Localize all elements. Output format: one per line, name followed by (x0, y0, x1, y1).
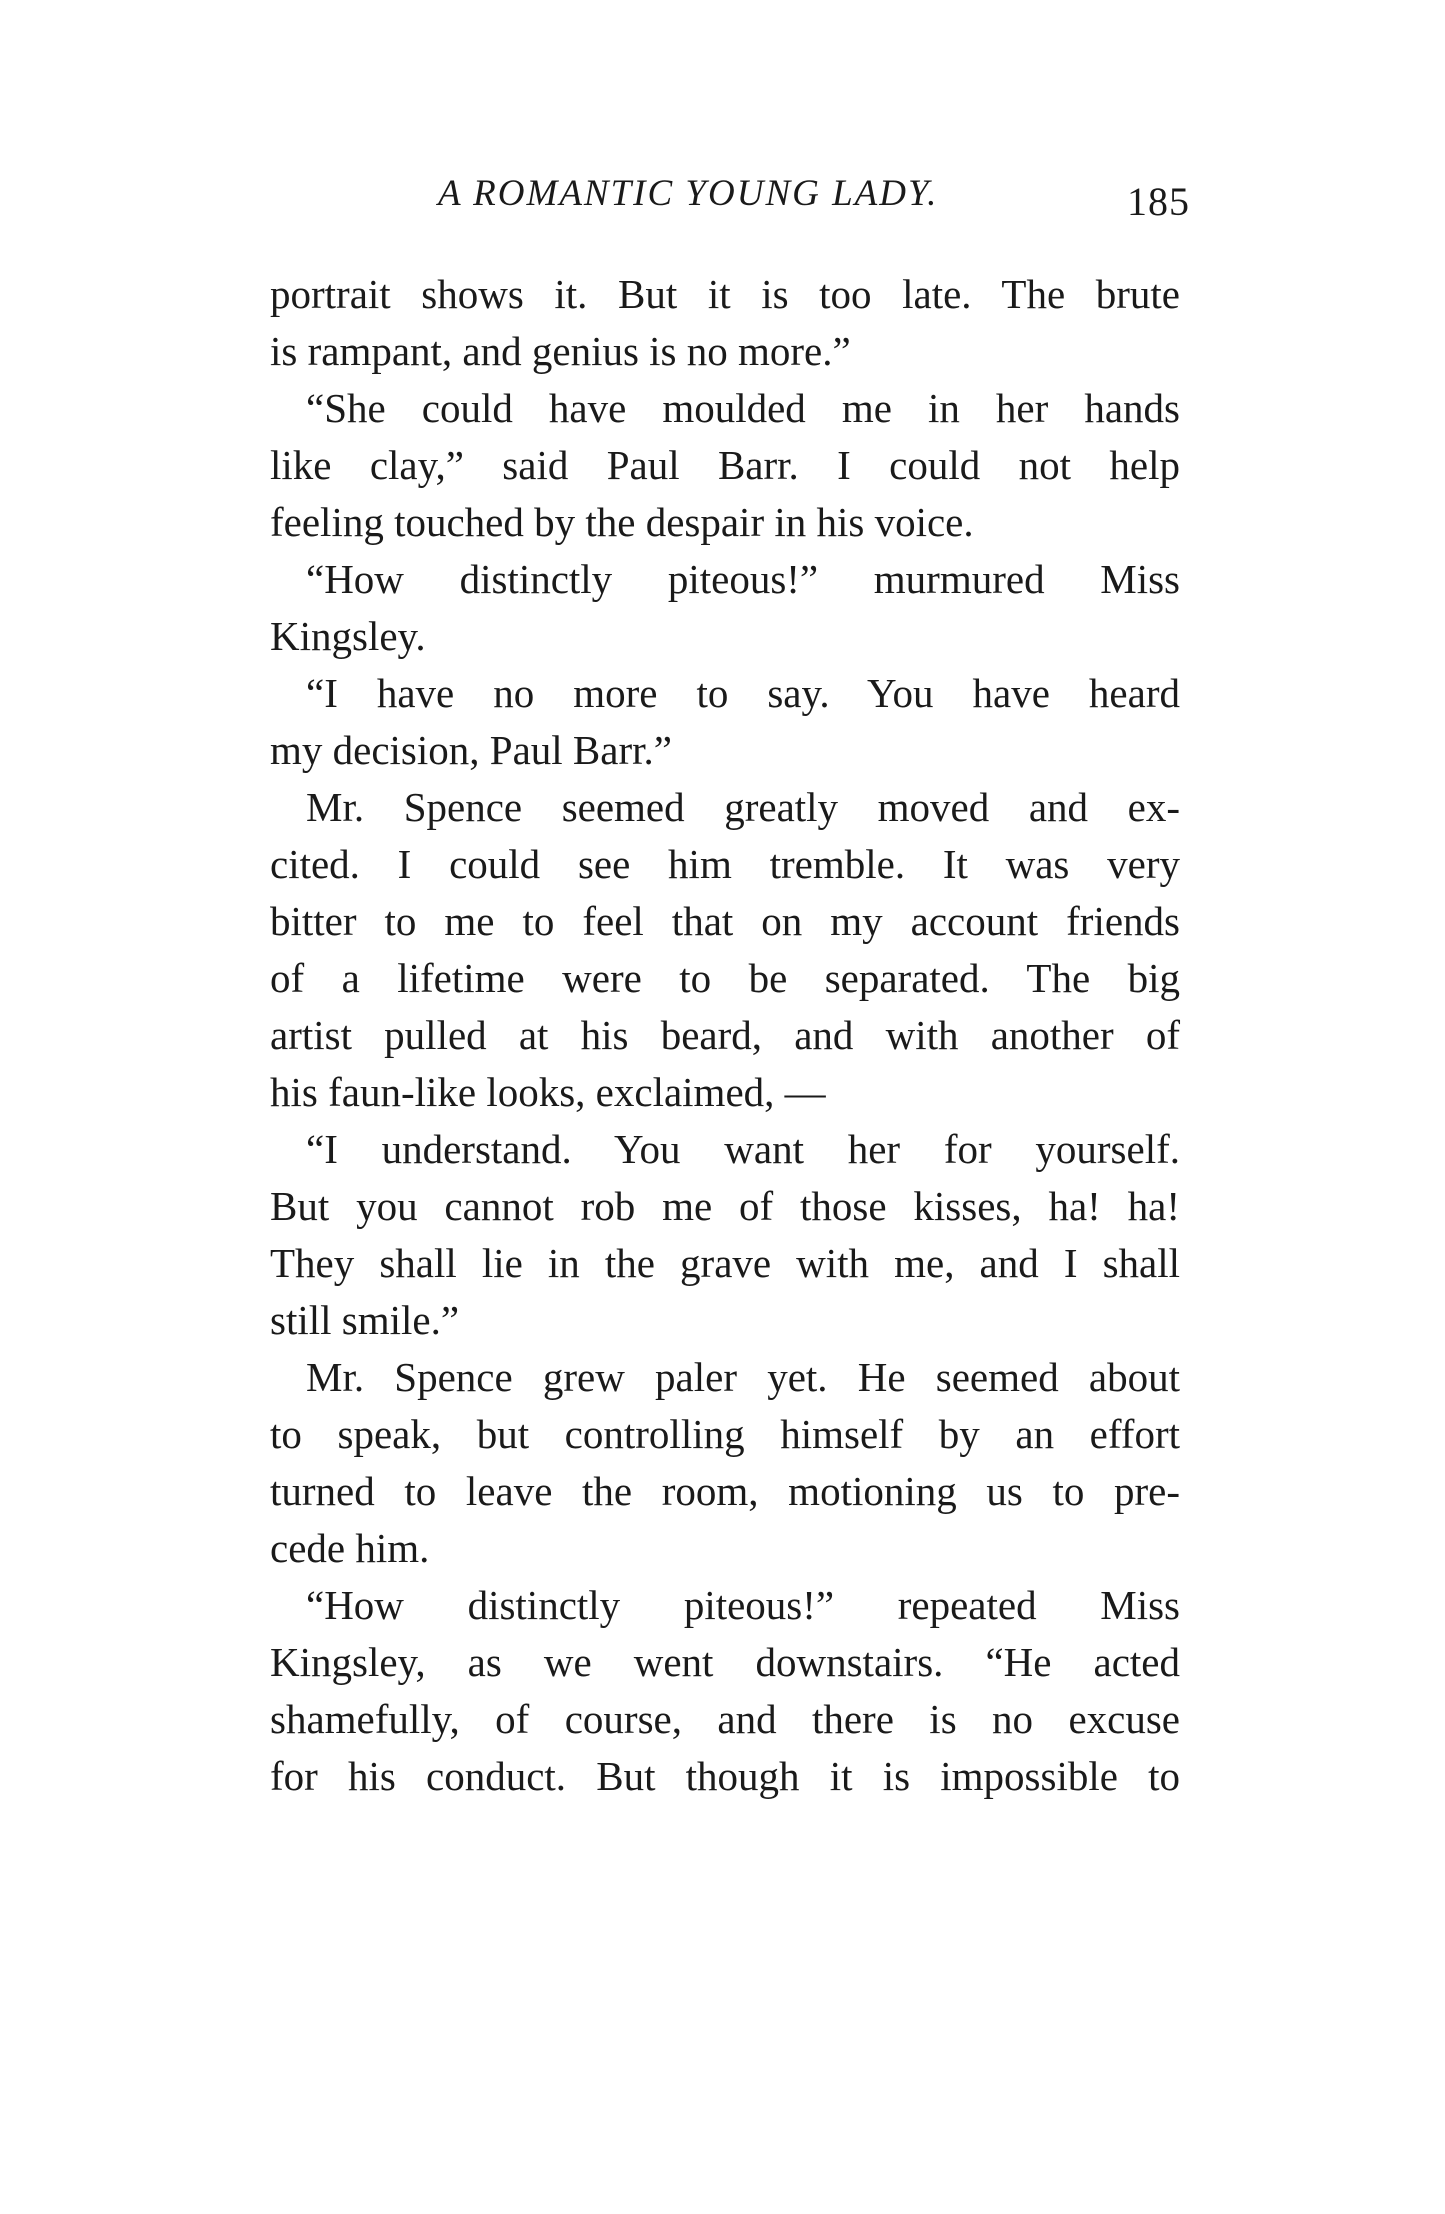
text-line: Kingsley, as we went downstairs. “He acted (270, 1639, 1180, 1685)
text-line: his faun-like looks, exclaimed, — (270, 1069, 826, 1115)
text-line: like clay,” said Paul Barr. I could not help (270, 442, 1180, 488)
text-line: for his conduct. But though it is impossible to (270, 1753, 1180, 1799)
text-line: Mr. Spence seemed greatly moved and ex- (306, 784, 1180, 830)
text-line: is rampant, and genius is no more.” (270, 328, 851, 374)
text-line: They shall lie in the grave with me, and I shall (270, 1240, 1180, 1286)
text-line: “How distinctly piteous!” repeated Miss (306, 1582, 1180, 1628)
text-line: “I understand. You want her for yourself. (306, 1126, 1180, 1172)
text-line: bitter to me to feel that on my account friends (270, 898, 1180, 944)
text-line: artist pulled at his beard, and with another of (270, 1012, 1180, 1058)
text-line: cited. I could see him tremble. It was very (270, 841, 1180, 887)
running-head (270, 172, 1190, 222)
text-line: “I have no more to say. You have heard (306, 670, 1180, 716)
text-line: still smile.” (270, 1297, 460, 1343)
text-line: Kingsley. (270, 613, 426, 659)
running-title: A ROMANTIC YOUNG LADY. (438, 173, 939, 214)
text-line: “How distinctly piteous!” murmured Miss (306, 556, 1180, 602)
text-line: “She could have moulded me in her hands (306, 385, 1180, 431)
text-line: feeling touched by the despair in his voice. (270, 499, 974, 545)
text-line: shamefully, of course, and there is no excuse (270, 1696, 1180, 1742)
text-line: cede him. (270, 1525, 430, 1571)
text-line: to speak, but controlling himself by an effort (270, 1411, 1180, 1457)
text-line: turned to leave the room, motioning us to pre- (270, 1468, 1180, 1514)
text-line: Mr. Spence grew paler yet. He seemed about (306, 1354, 1180, 1400)
text-line: of a lifetime were to be separated. The big (270, 955, 1180, 1001)
text-line: But you cannot rob me of those kisses, ha! ha! (270, 1183, 1180, 1229)
text-line: my decision, Paul Barr.” (270, 727, 672, 773)
page-number: 185 (1127, 179, 1190, 224)
text-line: portrait shows it. But it is too late. The brute (270, 271, 1180, 317)
